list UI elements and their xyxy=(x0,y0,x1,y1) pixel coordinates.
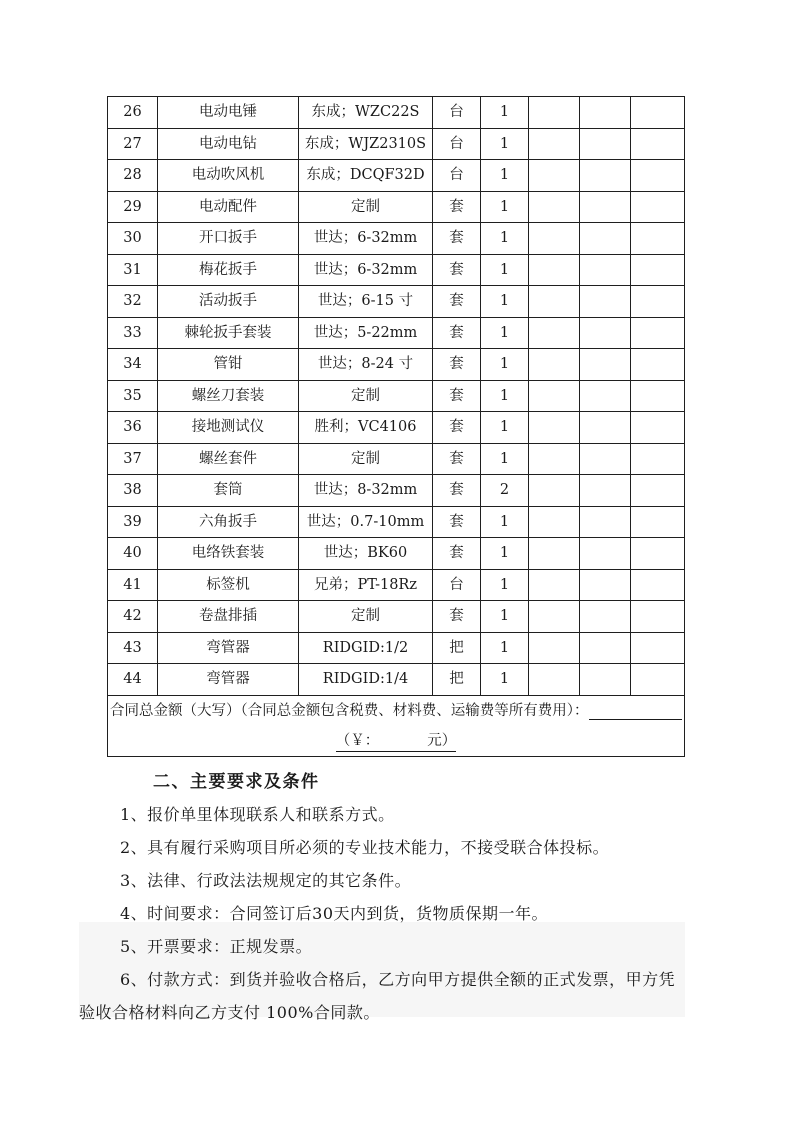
cell-item-spec: 定制 xyxy=(299,443,433,475)
cell-item-qty: 1 xyxy=(481,286,529,318)
procurement-items-table xyxy=(107,96,685,757)
cell-empty-3 xyxy=(631,160,685,192)
cell-item-qty: 1 xyxy=(481,128,529,160)
cell-item-spec: 世达；5-22mm xyxy=(299,317,433,349)
table-row xyxy=(108,349,685,381)
cell-item-number: 44 xyxy=(108,664,158,696)
cell-empty-3 xyxy=(631,380,685,412)
cell-empty-1 xyxy=(529,191,580,223)
cell-item-name: 电动电钻 xyxy=(158,128,299,160)
cell-item-unit: 套 xyxy=(433,443,481,475)
cell-item-name: 电动电锤 xyxy=(158,97,299,129)
cell-empty-3 xyxy=(631,569,685,601)
cell-item-spec: 世达；6-32mm xyxy=(299,254,433,286)
cell-item-qty: 1 xyxy=(481,380,529,412)
cell-item-unit: 套 xyxy=(433,191,481,223)
cell-empty-1 xyxy=(529,443,580,475)
cell-item-number: 42 xyxy=(108,601,158,633)
cell-empty-2 xyxy=(580,412,631,444)
cell-item-qty: 1 xyxy=(481,601,529,633)
cell-item-qty: 1 xyxy=(481,317,529,349)
cell-item-name: 弯管器 xyxy=(158,632,299,664)
cell-item-unit: 套 xyxy=(433,475,481,507)
cell-item-spec: 世达；BK60 xyxy=(299,538,433,570)
cell-item-number: 27 xyxy=(108,128,158,160)
cell-item-unit: 套 xyxy=(433,349,481,381)
contract-amount-line xyxy=(110,726,682,756)
cell-empty-3 xyxy=(631,349,685,381)
cell-item-spec: 东成；DCQF32D xyxy=(299,160,433,192)
contract-total-line xyxy=(110,696,682,726)
cell-empty-1 xyxy=(529,317,580,349)
contract-total-label: 合同总金额（大写）（合同总金额包含税费、材料费、运输费等所有费用）： xyxy=(110,702,589,719)
cell-empty-3 xyxy=(631,632,685,664)
cell-item-unit: 套 xyxy=(433,317,481,349)
cell-empty-2 xyxy=(580,97,631,129)
cell-empty-1 xyxy=(529,349,580,381)
cell-empty-1 xyxy=(529,412,580,444)
cell-item-unit: 套 xyxy=(433,286,481,318)
table-row xyxy=(108,569,685,601)
cell-empty-2 xyxy=(580,443,631,475)
cell-item-spec: 定制 xyxy=(299,191,433,223)
table-body xyxy=(108,97,685,696)
cell-empty-3 xyxy=(631,97,685,129)
cell-item-number: 39 xyxy=(108,506,158,538)
contract-total-cell xyxy=(108,695,685,756)
table-row xyxy=(108,191,685,223)
cell-empty-3 xyxy=(631,475,685,507)
cell-empty-2 xyxy=(580,349,631,381)
cell-item-spec: 世达；6-15 寸 xyxy=(299,286,433,318)
cell-item-number: 37 xyxy=(108,443,158,475)
cell-empty-1 xyxy=(529,475,580,507)
cell-empty-1 xyxy=(529,506,580,538)
cell-item-number: 26 xyxy=(108,97,158,129)
cell-empty-1 xyxy=(529,223,580,255)
cell-item-name: 标签机 xyxy=(158,569,299,601)
cell-item-spec: 东成；WZC22S xyxy=(299,97,433,129)
cell-item-qty: 1 xyxy=(481,412,529,444)
requirement-item: 2、具有履行采购项目所必须的专业技术能力，不接受联合体投标。 xyxy=(120,838,610,857)
cell-empty-3 xyxy=(631,191,685,223)
cell-item-name: 螺丝刀套装 xyxy=(158,380,299,412)
cell-item-spec: 世达；8-32mm xyxy=(299,475,433,507)
requirement-item: 3、法律、行政法法规规定的其它条件。 xyxy=(120,871,412,890)
cell-empty-2 xyxy=(580,506,631,538)
cell-item-name: 六角扳手 xyxy=(158,506,299,538)
cell-item-qty: 1 xyxy=(481,97,529,129)
amount-underline xyxy=(336,733,457,752)
cell-item-qty: 1 xyxy=(481,664,529,696)
cell-item-name: 梅花扳手 xyxy=(158,254,299,286)
cell-empty-3 xyxy=(631,664,685,696)
table-row xyxy=(108,380,685,412)
cell-item-unit: 套 xyxy=(433,254,481,286)
cell-item-name: 螺丝套件 xyxy=(158,443,299,475)
cell-item-spec: 世达；0.7-10mm xyxy=(299,506,433,538)
cell-empty-2 xyxy=(580,569,631,601)
cell-item-unit: 套 xyxy=(433,601,481,633)
cell-item-name: 弯管器 xyxy=(158,664,299,696)
cell-item-unit: 套 xyxy=(433,506,481,538)
cell-empty-1 xyxy=(529,254,580,286)
cell-item-name: 接地测试仪 xyxy=(158,412,299,444)
cell-item-number: 43 xyxy=(108,632,158,664)
cell-empty-2 xyxy=(580,317,631,349)
cell-item-number: 32 xyxy=(108,286,158,318)
table-row xyxy=(108,443,685,475)
cell-empty-3 xyxy=(631,506,685,538)
cell-item-qty: 1 xyxy=(481,506,529,538)
cell-item-unit: 台 xyxy=(433,569,481,601)
cell-empty-3 xyxy=(631,412,685,444)
cell-item-spec: 世达；8-24 寸 xyxy=(299,349,433,381)
cell-item-spec: 东成；WJZ2310S xyxy=(299,128,433,160)
cell-empty-1 xyxy=(529,286,580,318)
cell-empty-1 xyxy=(529,569,580,601)
cell-empty-3 xyxy=(631,538,685,570)
table-row xyxy=(108,254,685,286)
cell-empty-3 xyxy=(631,254,685,286)
cell-item-spec: 兄弟；PT-18Rz xyxy=(299,569,433,601)
cell-item-name: 套筒 xyxy=(158,475,299,507)
cell-empty-2 xyxy=(580,538,631,570)
cell-empty-2 xyxy=(580,160,631,192)
cell-item-name: 电动吹风机 xyxy=(158,160,299,192)
cell-item-name: 活动扳手 xyxy=(158,286,299,318)
cell-empty-2 xyxy=(580,223,631,255)
table-row xyxy=(108,286,685,318)
cell-item-unit: 把 xyxy=(433,632,481,664)
table-row xyxy=(108,601,685,633)
cell-item-number: 34 xyxy=(108,349,158,381)
cell-item-number: 38 xyxy=(108,475,158,507)
cell-empty-2 xyxy=(580,286,631,318)
cell-empty-3 xyxy=(631,128,685,160)
requirement-item: 6、付款方式：到货并验收合格后，乙方向甲方提供全额的正式发票，甲方凭验收合格材料向乙方支付 100%合同款。 xyxy=(79,970,676,1022)
cell-empty-1 xyxy=(529,160,580,192)
table-row xyxy=(108,664,685,696)
cell-item-unit: 套 xyxy=(433,412,481,444)
cell-empty-2 xyxy=(580,254,631,286)
cell-item-qty: 1 xyxy=(481,443,529,475)
cell-empty-3 xyxy=(631,317,685,349)
cell-item-number: 30 xyxy=(108,223,158,255)
cell-item-number: 29 xyxy=(108,191,158,223)
cell-empty-2 xyxy=(580,191,631,223)
cell-item-qty: 1 xyxy=(481,349,529,381)
cell-item-name: 卷盘排插 xyxy=(158,601,299,633)
cell-item-number: 36 xyxy=(108,412,158,444)
cell-item-qty: 1 xyxy=(481,632,529,664)
table-row xyxy=(108,97,685,129)
cell-item-spec: 胜利；VC4106 xyxy=(299,412,433,444)
table-row xyxy=(108,506,685,538)
cell-item-number: 35 xyxy=(108,380,158,412)
table-row xyxy=(108,538,685,570)
requirement-item: 1、报价单里体现联系人和联系方式。 xyxy=(120,805,395,824)
cell-item-qty: 1 xyxy=(481,160,529,192)
table-row xyxy=(108,317,685,349)
cell-item-spec: 世达；6-32mm xyxy=(299,223,433,255)
cell-empty-1 xyxy=(529,97,580,129)
requirement-item: 4、时间要求：合同签订后30天内到货，货物质保期一年。 xyxy=(120,904,549,923)
cell-item-name: 管钳 xyxy=(158,349,299,381)
cell-item-qty: 1 xyxy=(481,223,529,255)
cell-item-name: 开口扳手 xyxy=(158,223,299,255)
cell-empty-2 xyxy=(580,601,631,633)
amount-prefix: （￥： xyxy=(335,732,380,749)
cell-empty-1 xyxy=(529,601,580,633)
table-footer-row xyxy=(108,695,685,756)
cell-empty-2 xyxy=(580,632,631,664)
cell-item-number: 28 xyxy=(108,160,158,192)
cell-empty-1 xyxy=(529,664,580,696)
cell-item-spec: 定制 xyxy=(299,380,433,412)
cell-item-unit: 套 xyxy=(433,380,481,412)
cell-empty-2 xyxy=(580,128,631,160)
cell-empty-3 xyxy=(631,286,685,318)
cell-item-unit: 套 xyxy=(433,538,481,570)
cell-item-name: 棘轮扳手套装 xyxy=(158,317,299,349)
cell-empty-1 xyxy=(529,632,580,664)
cell-empty-1 xyxy=(529,380,580,412)
cell-empty-1 xyxy=(529,128,580,160)
cell-empty-1 xyxy=(529,538,580,570)
cell-empty-2 xyxy=(580,475,631,507)
cell-item-qty: 1 xyxy=(481,191,529,223)
cell-empty-3 xyxy=(631,601,685,633)
table-row xyxy=(108,128,685,160)
requirements-section xyxy=(79,767,685,1029)
cell-item-number: 33 xyxy=(108,317,158,349)
table-row xyxy=(108,632,685,664)
requirements-list xyxy=(79,798,685,1029)
table-row xyxy=(108,412,685,444)
cell-item-unit: 台 xyxy=(433,160,481,192)
cell-empty-3 xyxy=(631,443,685,475)
section-heading: 二、主要要求及条件 xyxy=(153,772,320,792)
table-row xyxy=(108,475,685,507)
cell-item-qty: 1 xyxy=(481,538,529,570)
cell-item-qty: 1 xyxy=(481,254,529,286)
table-row xyxy=(108,223,685,255)
cell-item-unit: 套 xyxy=(433,223,481,255)
cell-item-number: 40 xyxy=(108,538,158,570)
cell-item-number: 41 xyxy=(108,569,158,601)
cell-item-unit: 台 xyxy=(433,128,481,160)
table-row xyxy=(108,160,685,192)
cell-item-unit: 把 xyxy=(433,664,481,696)
cell-empty-2 xyxy=(580,380,631,412)
cell-empty-2 xyxy=(580,664,631,696)
cell-item-name: 电络铁套装 xyxy=(158,538,299,570)
cell-item-spec: RIDGID:1/2 xyxy=(299,632,433,664)
cell-empty-3 xyxy=(631,223,685,255)
cell-item-spec: 定制 xyxy=(299,601,433,633)
cell-item-qty: 2 xyxy=(481,475,529,507)
requirement-item: 5、开票要求：正规发票。 xyxy=(120,937,313,956)
cell-item-unit: 台 xyxy=(433,97,481,129)
cell-item-number: 31 xyxy=(108,254,158,286)
amount-suffix: 元） xyxy=(427,732,457,749)
total-amount-blank-line xyxy=(589,718,683,720)
cell-item-name: 电动配件 xyxy=(158,191,299,223)
cell-item-spec: RIDGID:1/4 xyxy=(299,664,433,696)
cell-item-qty: 1 xyxy=(481,569,529,601)
